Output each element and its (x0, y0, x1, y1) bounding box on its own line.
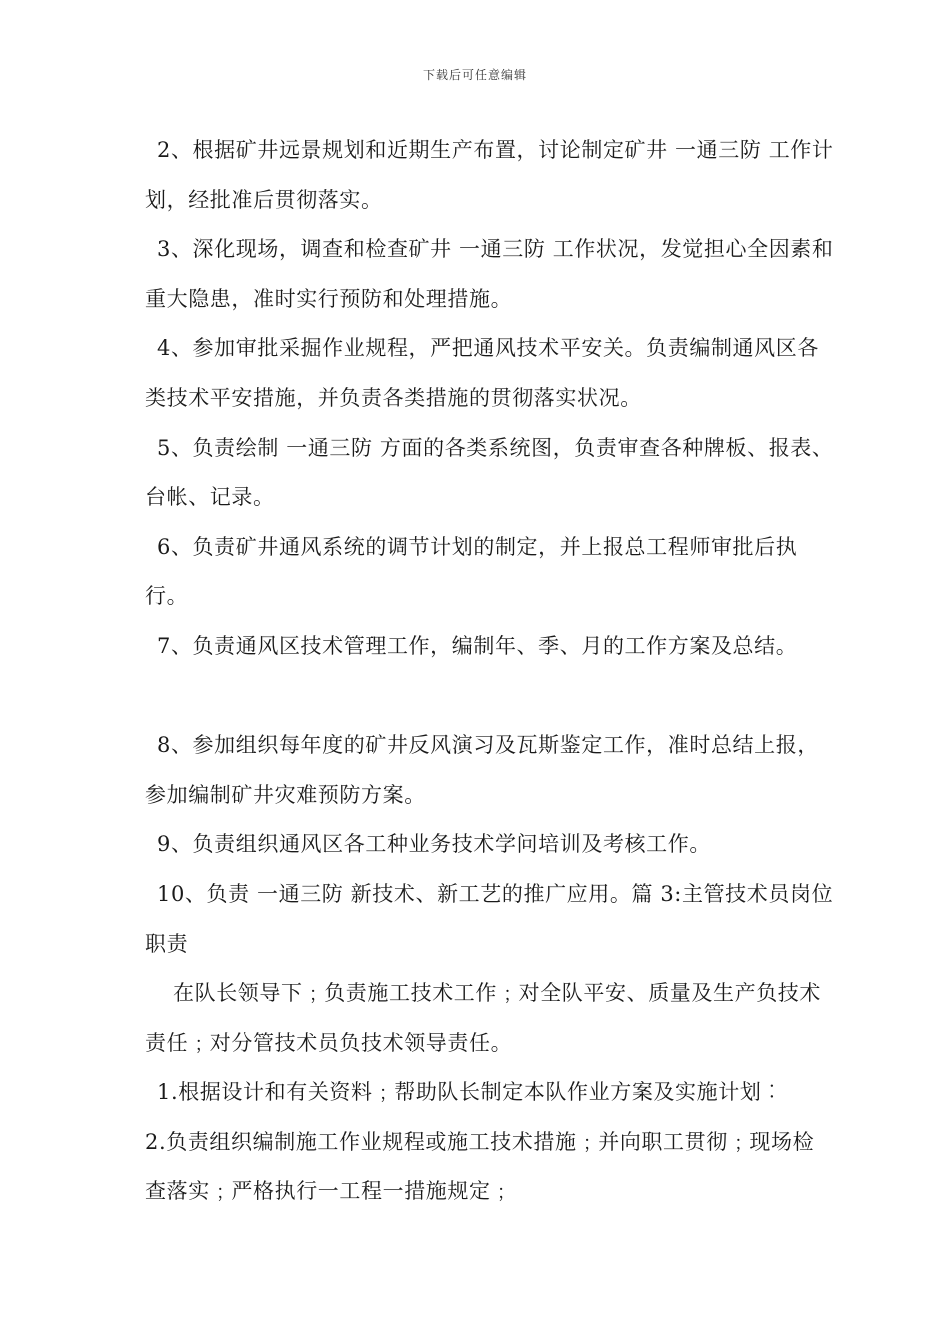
paragraph-item-6: 6、负责矿井通风系统的调节计划的制定，并上报总工程师审批后执行。 (145, 534, 798, 609)
page-header: 下载后可任意编辑 (422, 68, 527, 82)
paragraph-item-10: 10、负责 一通三防 新技术、新工艺的推广应用。篇 3:主管技术员岗位职责 (145, 881, 834, 956)
paragraph-item-5: 5、负责绘制 一通三防 方面的各类系统图，负责审查各种牌板、报表、台帐、记录。 (145, 435, 834, 510)
paragraph-numbered-2: 2.负责组织编制施工作业规程或施工技术措施﹔并向职工贯彻﹔现场检查落实﹔严格执行一工程一措施规定﹔ (145, 1129, 815, 1204)
paragraph-numbered-1: 1.根据设计和有关资料﹔帮助队长制定本队作业方案及实施计划︰ (157, 1080, 784, 1105)
paragraph-spacer (145, 672, 835, 722)
paragraph-item-9: 9、负责组织通风区各工种业务技术学问培训及考核工作。 (157, 832, 711, 857)
paragraph-item-8: 8、参加组织每年度的矿井反风演习及瓦斯鉴定工作，准时总结上报，参加编制矿井灾难预防方案。 (145, 733, 819, 807)
paragraph-intro: 在队长领导下﹔负责施工技术工作﹔对全队平安、质量及生产负技术责任﹔对分管技术员负技术领导责任。 (145, 981, 821, 1055)
paragraph-item-4: 4、参加审批采掘作业规程，严把通风技术平安关。负责编制通风区各类技术平安措施，并负责各类措施的贯彻落实状况。 (145, 336, 819, 410)
paragraph-item-7: 7、负责通风区技术管理工作，编制年、季、月的工作方案及总结。 (157, 633, 798, 658)
paragraph-item-2: 2、根据矿井远景规划和近期生产布置，讨论制定矿井 一通三防 工作计划，经批准后贯彻落实。 (145, 138, 834, 212)
document-body (145, 126, 835, 1217)
paragraph-item-3: 3、深化现场，调查和检查矿井 一通三防 工作状况，发觉担心全因素和重大隐患，准时实行预防和处理措施。 (145, 237, 834, 311)
